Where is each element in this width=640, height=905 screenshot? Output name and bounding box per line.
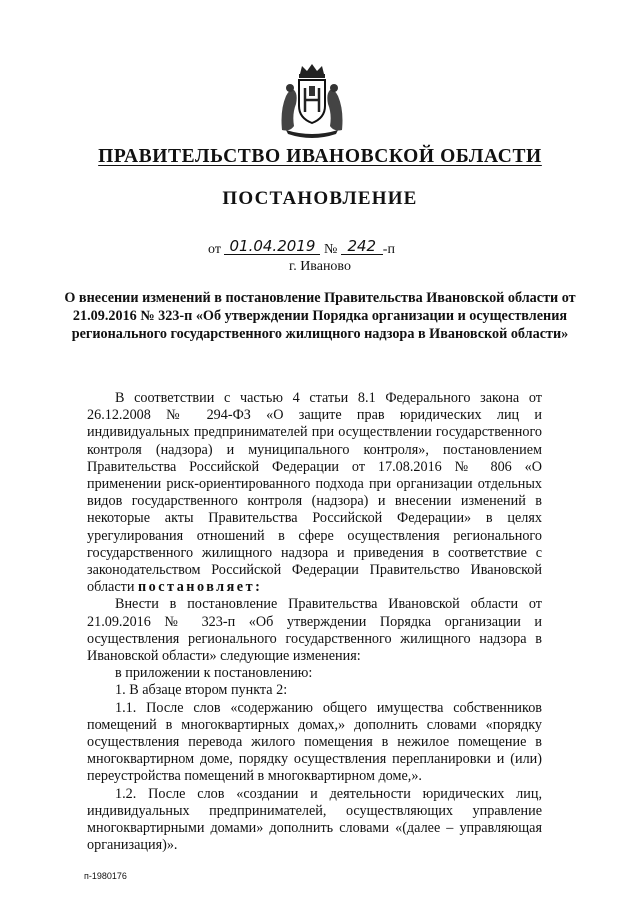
paragraph-preamble — [87, 390, 542, 596]
government-title: ПРАВИТЕЛЬСТВО ИВАНОВСКОЙ ОБЛАСТИ — [98, 146, 542, 167]
city: г. Иваново — [289, 259, 351, 274]
paragraph-item-1-2: 1.2. После слов «создании и деятельности юридических лиц, индивидуальных предпринимателей, осуществляющих управление многоквартирными домами» дополнить словами «(далее – управляющая организация)». — [87, 785, 542, 854]
paragraph-item-1: 1. В абзаце втором пункта 2: — [115, 682, 288, 699]
document-code: п-1980176 — [84, 871, 127, 881]
number-suffix: -п — [382, 242, 395, 257]
document-type: ПОСТАНОВЛЕНИЕ — [222, 188, 418, 209]
paragraph-annex: в приложении к постановлению: — [115, 665, 313, 682]
handwritten-date: 01.04.2019 — [224, 238, 320, 255]
paragraph-amend: Внести в постановление Правительства Ивановской области от 21.09.2016 № 323-п «Об утверждении Порядка организации и осуществления регионального государственного жилищного надзора в Ивановской области» следующие изменения: — [87, 596, 542, 665]
coat-of-arms-emblem — [272, 60, 352, 140]
paragraph-item-1-1: 1.1. После слов «содержанию общего имущества собственников помещений в многоквартирных домах,» дополнить словами «порядку осуществления перевода жилого помещения в нежилое помещение в многоквартирном доме, порядку осуществления перепланировки и (или) переустройства помещений в многоквартирном доме,». — [87, 699, 542, 785]
document-heading: О внесении изменений в постановление Правительства Ивановской области от 21.09.2016 № 323-п «Об утверждении Порядка организации и осуществления регионального государственного жилищного надзора в Ивановской области» — [64, 290, 576, 342]
decree-word: постановляет: — [137, 579, 263, 596]
document-body — [87, 390, 542, 854]
number-label: № — [323, 242, 338, 257]
date-number-line — [208, 237, 395, 258]
from-label: от — [208, 242, 221, 257]
preamble-text: В соответствии с частью 4 статьи 8.1 Федерального закона от 26.12.2008 № 294-ФЗ «О защите прав юридических лиц и индивидуальных предпринимателей при осуществлении государственного контроля (надзора) и муниципального контроля», постановлением Правительства Российской Федерации от 17.08.2016 № 806 «О применении риск-ориентированного подхода при организации отдельных видов государственного контроля (надзора) и внесении изменений в некоторые акты Правительства Российской Федерации» в целях урегулирования отношений в сфере осуществления регионального государственного жилищного надзора и приведения в соответствие с законодательством Российской Федерации Правительство Ивановской области — [87, 390, 542, 596]
handwritten-number: 242 — [341, 238, 383, 255]
